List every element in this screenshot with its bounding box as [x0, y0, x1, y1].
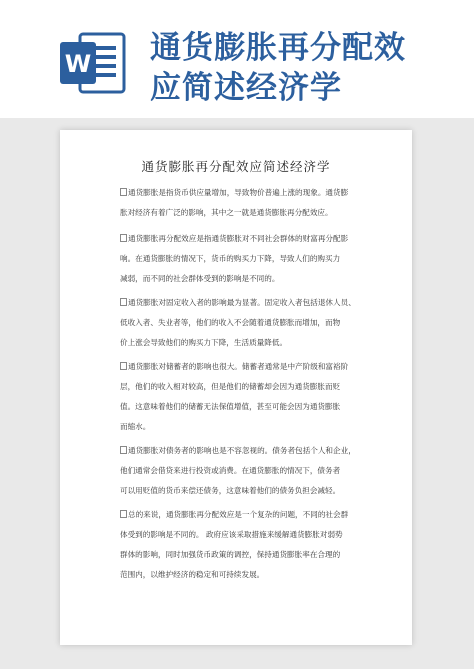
missing-glyph-box [120, 362, 127, 370]
missing-glyph-box [120, 234, 127, 242]
word-document-icon [58, 28, 128, 98]
paragraph-line [120, 525, 378, 545]
missing-glyph-box [120, 510, 127, 518]
paragraph [120, 229, 378, 289]
paragraph-line [120, 183, 378, 203]
paragraph-text: 通货膨胀对储蓄者的影响也很大。储蓄者通常是中产阶级和富裕阶 [128, 362, 349, 371]
paragraph-line [120, 481, 378, 501]
paragraph-text: 响。在通货膨胀的情况下，货币的购买力下降，导致人们的购买力 [120, 254, 341, 263]
paragraph-line [120, 505, 378, 525]
paragraph-text: 体受到的影响是不同的。 政府应该采取措施来缓解通货膨胀对弱势 [120, 530, 343, 539]
paragraph-line [120, 293, 378, 313]
paragraph-text: 范围内，以维护经济的稳定和可持续发展。 [120, 570, 265, 579]
paragraph-text: 他们通常会借贷来进行投资或消费。在通货膨胀的情况下，债务者 [120, 466, 341, 475]
paragraph-text: 胀对经济有着广泛的影响，其中之一就是通货膨胀再分配效应。 [120, 208, 333, 217]
paragraph-text: 通货膨胀对债务者的影响也是不容忽视的。债务者包括个人和企业， [128, 446, 356, 455]
paragraph-text: 总的来说，通货膨胀再分配效应是一个复杂的问题，不同的社会群 [128, 510, 349, 519]
paragraph-line [120, 249, 378, 269]
svg-text:W: W [64, 50, 92, 78]
paragraph-text: 值。这意味着他们的储蓄无法保值增值，甚至可能会因为通货膨胀 [120, 402, 341, 411]
paragraph-line [120, 397, 378, 417]
paragraph [120, 441, 378, 501]
paragraph [120, 505, 378, 585]
paragraph [120, 357, 378, 437]
paragraph [120, 183, 378, 223]
paragraph-line [120, 357, 378, 377]
paragraph-line [120, 269, 378, 289]
banner-title-line-1: 通货膨胀再分配效 [150, 30, 406, 66]
paragraph [120, 293, 378, 353]
paragraph-text: 可以用贬值的货币来偿还债务，这意味着他们的债务负担会减轻。 [120, 486, 341, 495]
paragraph-line [120, 441, 378, 461]
paragraph-text: 低收入者、失业者等，他们的收入不会随着通货膨胀而增加，而物 [120, 318, 341, 327]
paragraph-text: 减弱，而不同的社会群体受到的影响是不同的。 [120, 274, 280, 283]
missing-glyph-box [120, 188, 127, 196]
paragraph-line [120, 461, 378, 481]
paragraph-line [120, 377, 378, 397]
paragraph-line [120, 333, 378, 353]
paragraph-text: 通货膨胀是指货币供应量增加，导致物价普遍上涨的现象。通货膨 [128, 188, 349, 197]
document-page [60, 130, 412, 645]
paragraph-text: 价上涨会导致他们的购买力下降，生活质量降低。 [120, 338, 288, 347]
paragraph-text: 群体的影响，同时加强货币政策的调控，保持通货膨胀率在合理的 [120, 550, 341, 559]
missing-glyph-box [120, 298, 127, 306]
paragraph-text: 通货膨胀对固定收入者的影响最为显著。固定收入者包括退休人员、 [128, 298, 356, 307]
paragraph-text: 通货膨胀再分配效应是指通货膨胀对不同社会群体的财富再分配影 [128, 234, 349, 243]
banner [0, 0, 474, 118]
document-title: 通货膨胀再分配效应简述经济学 [141, 159, 331, 174]
paragraph-line [120, 313, 378, 333]
paragraph-line [120, 565, 378, 585]
paragraph-text: 层，他们的收入相对较高，但是他们的储蓄却会因为通货膨胀而贬 [120, 382, 341, 391]
paragraph-line [120, 229, 378, 249]
paragraph-line [120, 417, 378, 437]
missing-glyph-box [120, 446, 127, 454]
paragraph-line [120, 203, 378, 223]
banner-title-line-2: 应简述经济学 [150, 70, 342, 106]
paragraph-text: 而缩水。 [120, 422, 151, 431]
paragraph-line [120, 545, 378, 565]
